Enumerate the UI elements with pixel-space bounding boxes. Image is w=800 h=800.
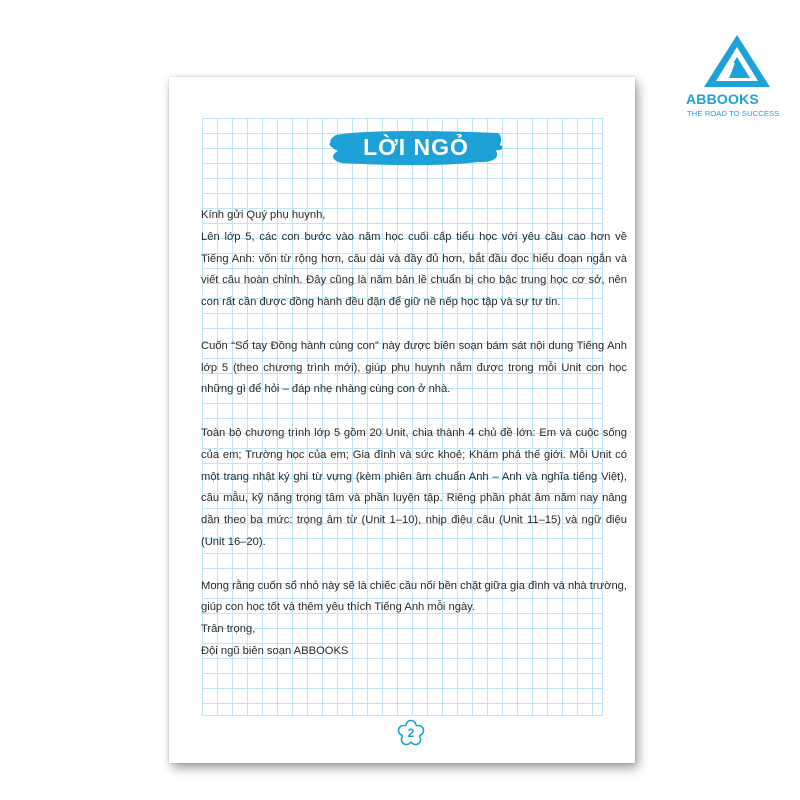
paragraph-3: Toàn bộ chương trình lớp 5 gồm 20 Unit, chia thành 4 chủ đề lớn: Em và cuộc sống của em; Trường học của em; Gia đình và sức khoẻ; Khám phá thế giới. Mỗi Unit có một trang nhật ký ghi từ vựng (kèm phiên âm chuẩn Anh – Anh và nghĩa tiếng Việt), câu mẫu, kỹ năng trọng tâm và phần luyện tập. Riêng phần phát âm năm nay nâng dần theo ba mức: trọng âm từ (Unit 1–10), nhịp điệu câu (Unit 11–15) và ngữ điệu (Unit 16–20).	[201, 426, 627, 548]
page-number: 2	[407, 726, 415, 740]
letter-body	[201, 205, 627, 663]
paragraph-4: Mong rằng cuốn sổ nhỏ này sẽ là chiếc cầu nối bền chặt giữa gia đình và nhà trường, giúp con học tốt và thêm yêu thích Tiếng Anh mỗi ngày.	[201, 579, 627, 614]
paragraph-2: Cuốn “Sổ tay Đồng hành cùng con” này được biên soạn bám sát nội dung Tiếng Anh lớp 5 (theo chương trình mới), giúp phụ huynh nắm được trong mỗi Unit con học những gì để hỏi – đáp nhẹ nhàng cùng con ở nhà.	[201, 339, 627, 396]
title-banner	[328, 127, 504, 167]
abbooks-triangle-logo-icon	[702, 33, 772, 89]
brand-tagline: THE ROAD TO SUCCESS	[687, 109, 780, 118]
greeting: Kính gửi Quý phụ huynh,	[201, 209, 326, 221]
closing: Trân trọng,	[201, 623, 256, 636]
book-page	[169, 77, 635, 763]
signature: Đội ngũ biên soạn ABBOOKS	[201, 644, 349, 657]
brand-name: ABBOOKS	[686, 91, 759, 107]
page-number-badge	[397, 719, 425, 747]
page-title: LỜI NGỎ	[363, 134, 469, 160]
brand-logo	[686, 33, 790, 121]
paragraph-1: Lên lớp 5, các con bước vào năm học cuối cấp tiểu học với yêu cầu cao hơn về Tiếng Anh: vốn từ rộng hơn, câu dài và đầy đủ hơn, bắt đầu đọc hiểu đoạn ngắn và viết câu hoàn chỉnh. Đây cũng là năm bản lề chuẩn bị cho bậc trung học cơ sở, nên con rất cần được đồng hành đều đặn để giữ nề nếp học tập và sự tự tin.	[201, 230, 627, 309]
